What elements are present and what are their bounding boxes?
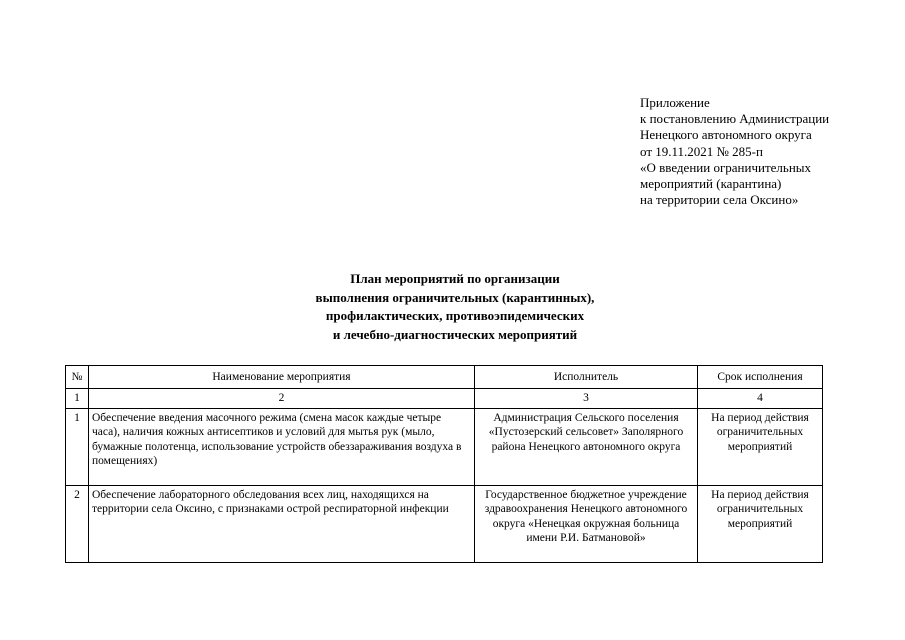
- title-line: План мероприятий по организации: [350, 271, 560, 286]
- title-line: и лечебно-диагностических мероприятий: [332, 326, 578, 342]
- appendix-line: Ненецкого автономного округа: [640, 127, 812, 143]
- row-number: 2: [66, 485, 89, 562]
- appendix-line: от 19.11.2021 № 285-п: [640, 143, 763, 159]
- title-line: выполнения ограничительных (карантинных),: [315, 289, 595, 305]
- document-title: [200, 270, 710, 344]
- table-row: [66, 485, 823, 562]
- appendix-line: к постановлению Администрации: [640, 111, 830, 127]
- header-measure-name: Наименование мероприятия: [89, 366, 475, 389]
- appendix-line: на территории села Оксино»: [640, 192, 799, 208]
- column-number: 4: [698, 389, 823, 409]
- measure-executor: Государственное бюджетное учреждение здравоохранения Ненецкого автономного округа «Ненецкая окружная больница имени Р.И. Батмановой»: [475, 485, 698, 562]
- row-number: 1: [66, 408, 89, 485]
- column-number: 3: [475, 389, 698, 409]
- header-number: №: [66, 366, 89, 389]
- appendix-line: «О введении ограничительных: [640, 159, 812, 175]
- measure-name: Обеспечение введения масочного режима (смена масок каждые четыре часа), наличия кожных антисептиков и условий для мытья рук (мыло, бумажные полотенца, использование устройств обеззараживания воздуха в помещениях): [89, 408, 475, 485]
- measure-name: Обеспечение лабораторного обследования всех лиц, находящихся на территории села Оксино, с признаками острой респираторной инфекции: [89, 485, 475, 562]
- header-executor: Исполнитель: [475, 366, 698, 389]
- header-deadline: Срок исполнения: [698, 366, 823, 389]
- measures-table: [65, 365, 823, 563]
- measure-deadline: На период действия ограничительных мероприятий: [698, 485, 823, 562]
- table-header-row: [66, 366, 823, 389]
- appendix-line: мероприятий (карантина): [640, 176, 782, 192]
- measure-executor: Администрация Сельского поселения «Пустозерский сельсовет» Заполярного района Ненецкого автономного округа: [475, 408, 698, 485]
- title-line: профилактических, противоэпидемических: [325, 308, 585, 323]
- column-number: 2: [89, 389, 475, 409]
- appendix-block: [640, 95, 880, 208]
- measure-deadline: На период действия ограничительных мероприятий: [698, 408, 823, 485]
- column-number: 1: [66, 389, 89, 409]
- appendix-line: Приложение: [640, 95, 710, 110]
- column-numbering-row: [66, 389, 823, 409]
- table-row: [66, 408, 823, 485]
